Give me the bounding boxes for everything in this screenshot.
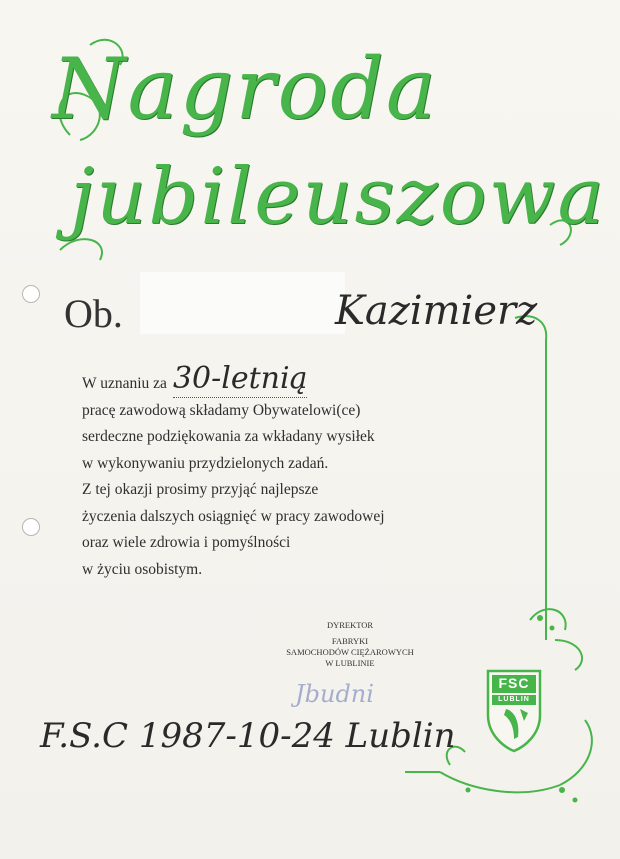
signatory-line-2: FABRYKI <box>331 636 369 646</box>
signatory-line-4: W LUBLINIE <box>325 658 375 668</box>
redacted-surname <box>140 272 345 334</box>
body-line-4: w wykonywaniu przydzielonych zadań. <box>82 454 329 472</box>
title-line2: jubileuszowa <box>70 152 606 242</box>
body-line-6: życzenia dalszych osiągnięć w pracy zawodowej <box>82 507 385 525</box>
date-line-handwritten: F.S.C 1987-10-24 Lublin <box>40 716 456 756</box>
body-line-5: Z tej okazji prosimy przyjąć najlepsze <box>82 481 319 498</box>
signatory-line-3: SAMOCHODÓW CIĘŻAROWYCH <box>286 647 414 657</box>
salutation: Ob. <box>64 291 123 336</box>
body-line-7: oraz wiele zdrowia i pomyślności <box>82 534 291 551</box>
certificate-body <box>82 361 502 583</box>
signatory-block <box>270 620 430 669</box>
title-line1: Nagroda <box>52 40 438 138</box>
years-handwritten: 30-letnią <box>172 361 308 396</box>
logo-bottom-text: LUBLIN <box>498 696 530 703</box>
body-line-8: w życiu osobistym. <box>82 560 203 578</box>
body-line-3: serdeczne podziękowania za wkładany wysiłek <box>82 428 375 445</box>
logo-top-text: FSC <box>498 675 530 691</box>
first-name-handwritten: Kazimierz <box>335 288 538 334</box>
director-signature: Jbudni <box>295 680 374 708</box>
body-line-1: W uznaniu za <box>82 375 167 392</box>
body-line-2: pracę zawodową składamy Obywatelowi(ce) <box>82 401 361 419</box>
signatory-line-1: DYREKTOR <box>326 620 374 630</box>
